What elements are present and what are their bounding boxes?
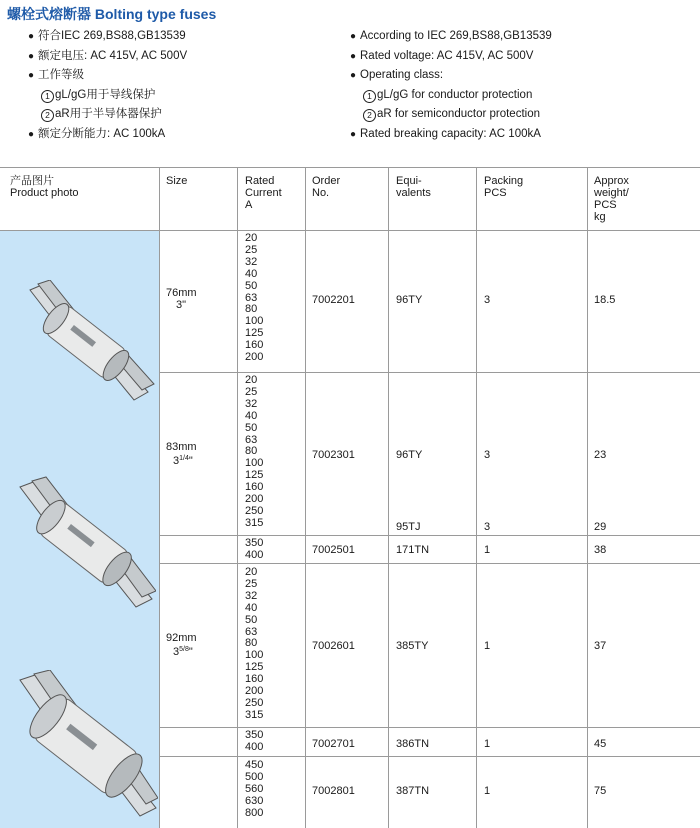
order-no-cell: 7002301: [312, 449, 355, 461]
order-no-cell: 7002601: [312, 640, 355, 652]
col-divider: [587, 167, 588, 828]
header-order-no: Order No.: [312, 175, 341, 199]
packing-cell: 1: [484, 738, 491, 750]
row-divider: [160, 563, 700, 564]
spec-breaking-en: ● Rated breaking capacity: AC 100kA: [350, 125, 552, 145]
equivalent-cell: 95TJ: [396, 521, 421, 533]
size-cell: 76mm 3": [166, 287, 197, 311]
fuse-photo: [6, 475, 156, 615]
col-divider: [305, 167, 306, 828]
weight-cell: 75: [594, 785, 607, 797]
order-no-cell: 7002801: [312, 785, 355, 797]
spec-class-cn: ● 工作等级: [28, 66, 187, 86]
header-size: Size: [166, 175, 188, 187]
order-no-cell: 7002201: [312, 294, 355, 306]
spec-voltage-en: ● Rated voltage: AC 415V, AC 500V: [350, 47, 552, 67]
equivalent-cell: 386TN: [396, 738, 430, 750]
col-divider: [476, 167, 477, 828]
row-divider: [160, 372, 700, 373]
spec-voltage-cn: ● 额定电压: AC 415V, AC 500V: [28, 47, 187, 67]
weight-cell: 18.5: [594, 294, 616, 306]
bullet-icon: ●: [350, 50, 357, 62]
table-top-border: [0, 167, 700, 168]
page-title: 螺栓式熔断器 Bolting type fuses: [7, 6, 217, 22]
weight-cell: 23: [594, 449, 607, 461]
bullet-icon: ●: [350, 128, 357, 140]
circled-number-icon: 2: [41, 109, 54, 122]
current-list: 350 400: [245, 729, 264, 753]
spec-class1-cn: 1 gL/gG用于导线保护: [28, 86, 187, 106]
current-list: 450 500 560 630 800: [245, 759, 264, 819]
circled-number-icon: 1: [363, 90, 376, 103]
spec-class2-en: 2 aR for semiconductor protection: [350, 105, 552, 125]
header-product-photo: 产品图片 Product photo: [10, 175, 79, 199]
bullet-icon: ●: [350, 31, 357, 42]
col-divider: [159, 167, 160, 828]
spec-standard-cn: ● 符合IEC 269,BS88,GB13539: [28, 27, 187, 47]
header-rated-current: Rated Current A: [245, 175, 282, 211]
spec-breaking-cn: ● 额定分断能力: AC 100kA: [28, 125, 187, 145]
equivalent-cell: 96TY: [396, 449, 423, 461]
packing-cell: 1: [484, 544, 491, 556]
packing-cell: 3: [484, 449, 491, 461]
weight-cell: 29: [594, 521, 607, 533]
circled-number-icon: 2: [363, 109, 376, 122]
order-no-cell: 7002501: [312, 544, 355, 556]
row-divider: [160, 727, 700, 728]
row-divider: [0, 230, 700, 231]
header-equivalents: Equi- valents: [396, 175, 431, 199]
current-list: 20 25 32 40 50 63 80 100 125 160 200: [245, 232, 264, 364]
equivalent-cell: 171TN: [396, 544, 430, 556]
spec-class1-en: 1 gL/gG for conductor protection: [350, 86, 552, 106]
equivalent-cell: 387TN: [396, 785, 430, 797]
bullet-icon: ●: [28, 50, 35, 62]
packing-cell: 3: [484, 521, 491, 533]
header-weight: Approx weight/ PCS kg: [594, 175, 629, 223]
packing-cell: 3: [484, 294, 491, 306]
fuse-photo: [8, 280, 156, 410]
bullet-icon: ●: [28, 70, 35, 82]
spec-class2-cn: 2 aR用于半导体器保护: [28, 105, 187, 125]
current-list: 350 400: [245, 537, 264, 561]
weight-cell: 45: [594, 738, 607, 750]
bullet-icon: ●: [350, 70, 357, 82]
weight-cell: 37: [594, 640, 607, 652]
col-divider: [388, 167, 389, 828]
bullet-icon: ●: [28, 128, 35, 140]
header-packing: Packing PCS: [484, 175, 524, 199]
current-list: 20 25 32 40 50 63 80 100 125 160 200 250 315: [245, 374, 264, 529]
bullet-icon: ●: [28, 31, 35, 42]
product-table: [0, 167, 700, 828]
packing-cell: 1: [484, 640, 491, 652]
circled-number-icon: 1: [41, 90, 54, 103]
product-photo-column: [0, 230, 159, 828]
order-no-cell: 7002701: [312, 738, 355, 750]
row-divider: [160, 756, 700, 757]
size-cell: 92mm $3^{5/8}$": [166, 632, 197, 658]
equivalent-cell: 96TY: [396, 294, 423, 306]
spec-class-en: ● Operating class:: [350, 66, 552, 86]
spec-standard-en: ● According to IEC 269,BS88,GB13539: [350, 27, 552, 47]
packing-cell: 1: [484, 785, 491, 797]
fuse-photo: [8, 670, 158, 820]
size-cell: 83mm $3^{1/4}$": [166, 441, 197, 467]
spec-list-cn: [28, 27, 187, 145]
weight-cell: 38: [594, 544, 607, 556]
col-divider: [237, 167, 238, 828]
row-divider: [160, 535, 700, 536]
spec-list-en: [350, 27, 552, 145]
equivalent-cell: 385TY: [396, 640, 429, 652]
current-list: 20 25 32 40 50 63 80 100 125 160 200 250 315: [245, 566, 264, 721]
